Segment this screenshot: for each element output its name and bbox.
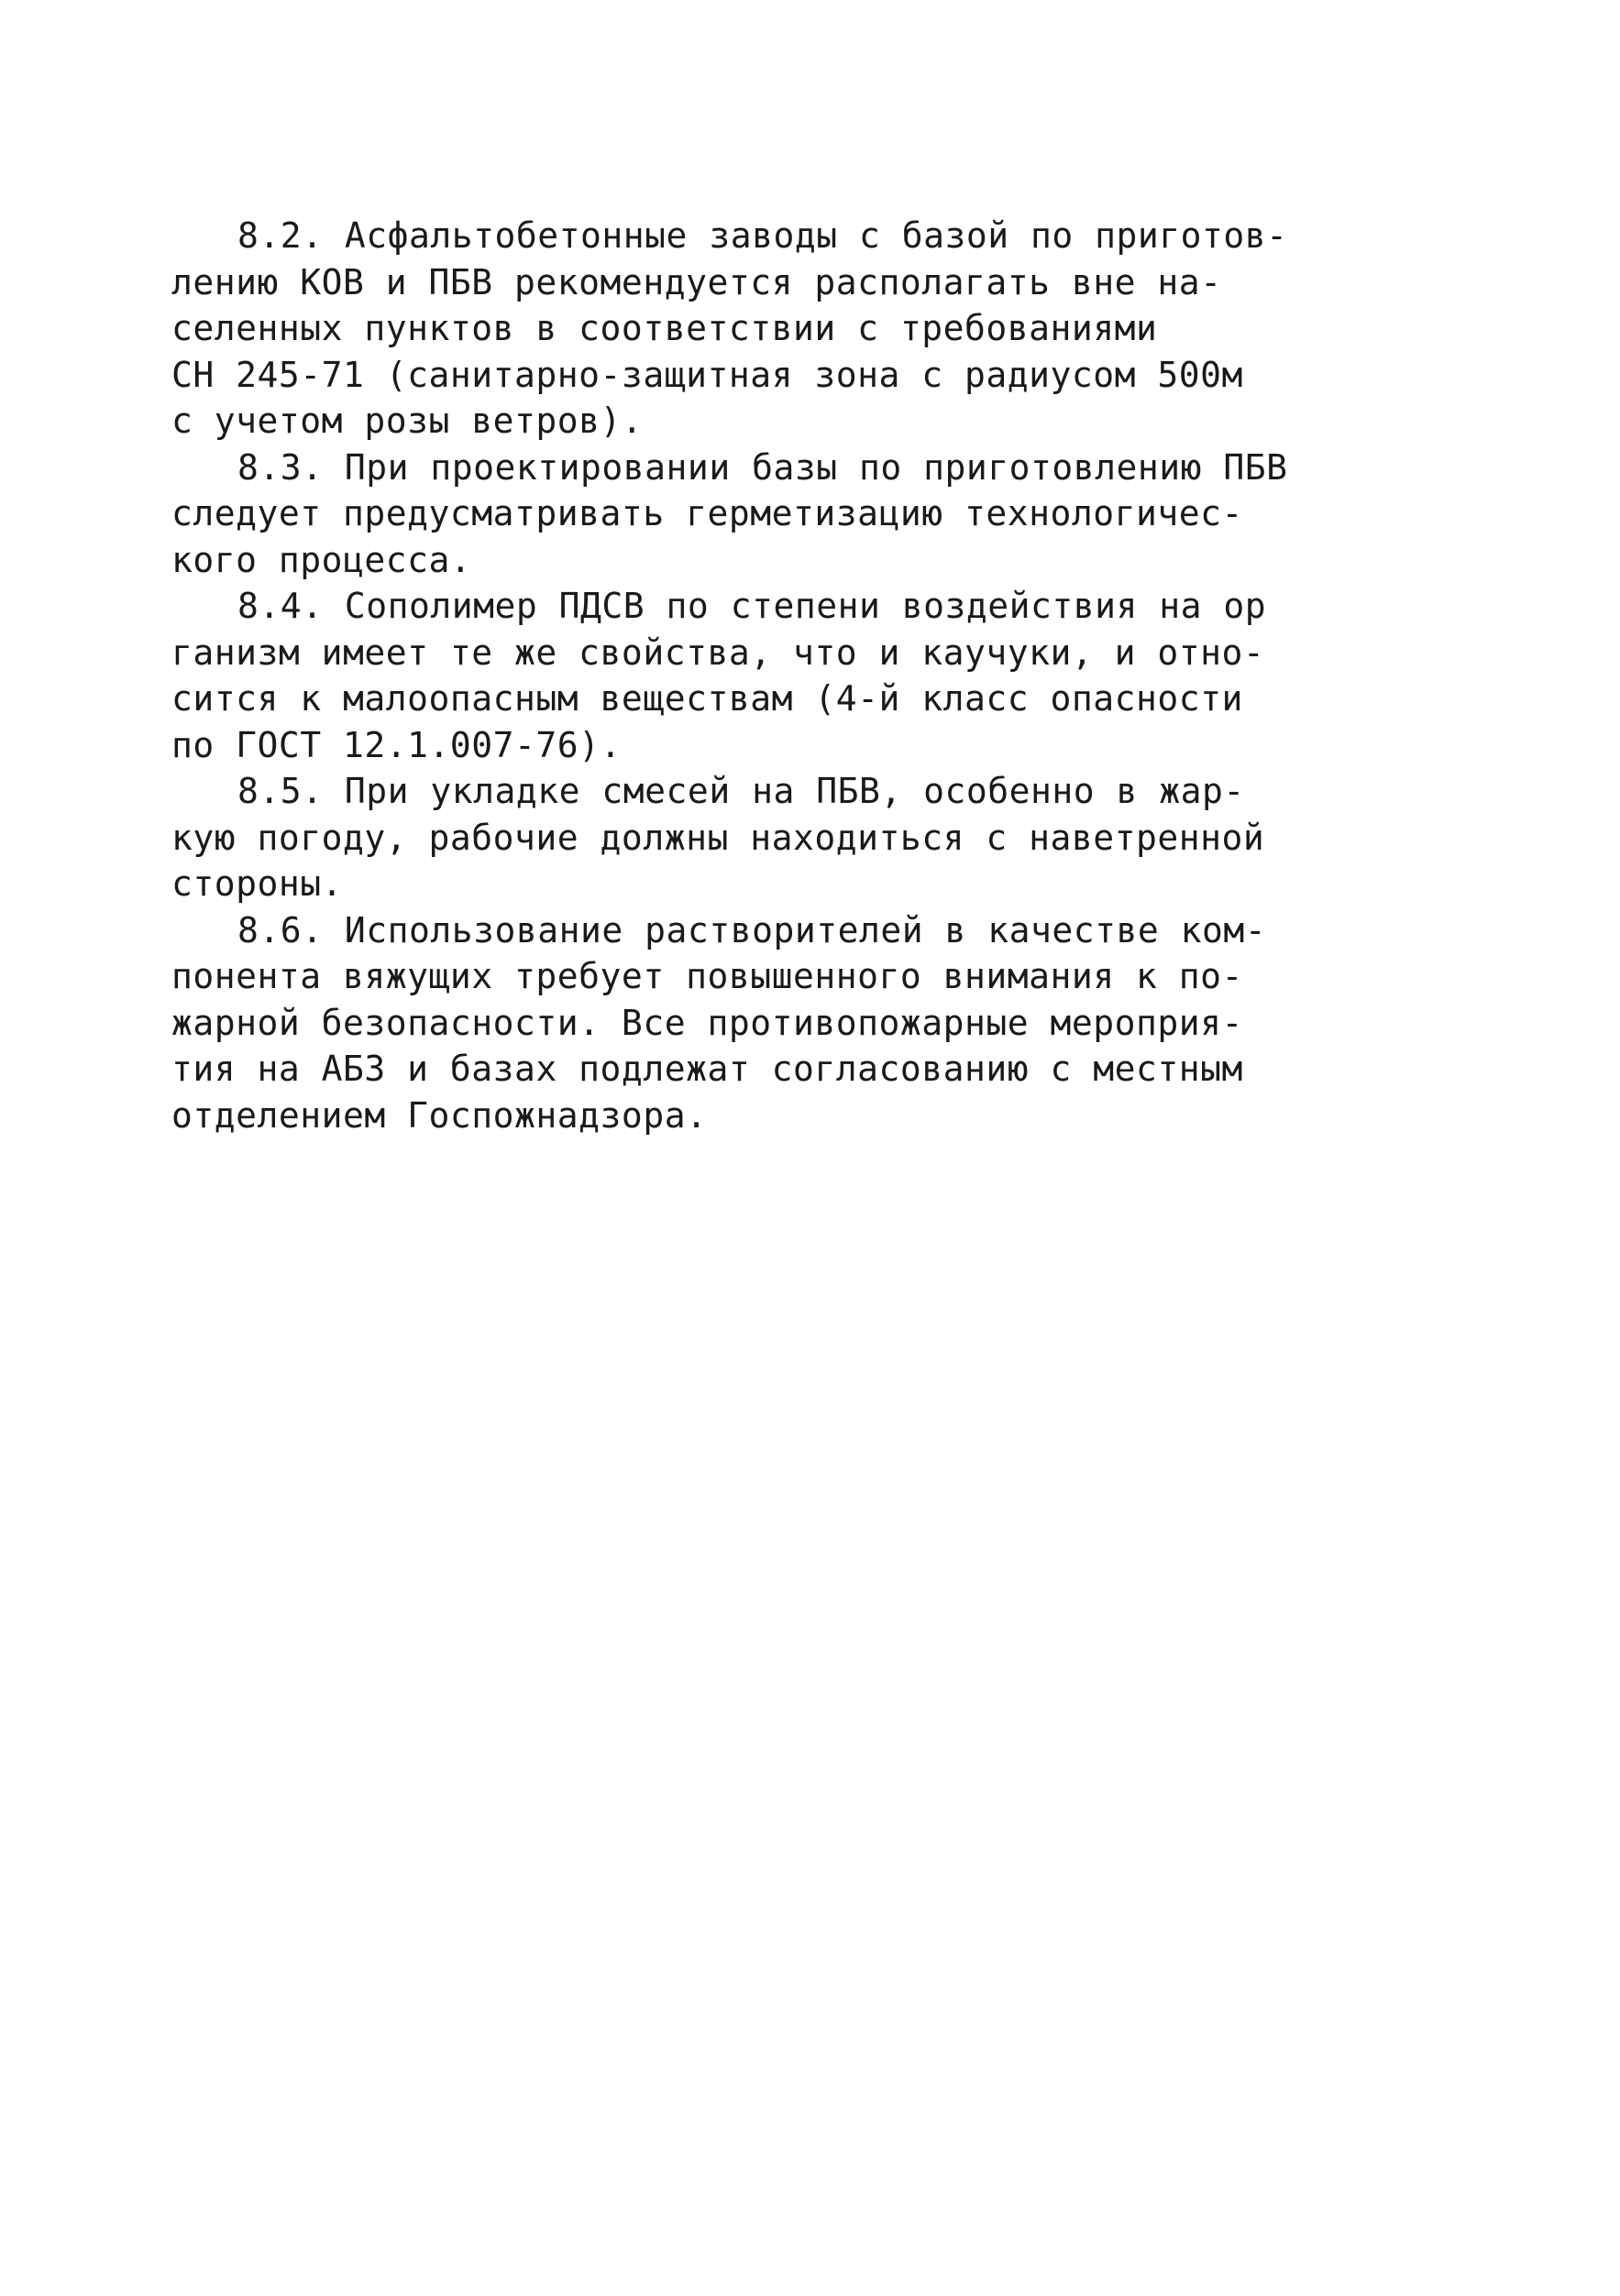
text-line: ганизм имеет те же свойства, что и каучуки, и отно- (171, 632, 1265, 673)
text-line: отделением Госпожнадзора. (171, 1094, 708, 1136)
text-line: тия на АБЗ и базах подлежат согласованию с местным (171, 1049, 1243, 1089)
text-block (171, 213, 1363, 1138)
paragraph-8-6 (171, 907, 1363, 1139)
text-line: 8.5. При укладке смесей на ПБВ, особенно в жар- (237, 771, 1245, 811)
text-line: 8.3. При проектировании базы по приготовлению ПБВ (237, 446, 1288, 488)
text-line: с учетом розы ветров). (171, 401, 644, 441)
text-line: селенных пунктов в соответствии с требованиями (171, 308, 1158, 348)
text-line: следует предусматривать герметизацию технологичес- (171, 493, 1243, 533)
paragraph-8-2 (171, 213, 1363, 445)
text-line: по ГОСТ 12.1.007-76). (171, 724, 622, 765)
text-line: стороны. (171, 863, 344, 904)
paragraph-8-4 (171, 583, 1363, 768)
text-line: лению КОВ и ПБВ рекомендуется располагать вне на- (171, 261, 1222, 302)
text-line: 8.2. Асфальтобетонные заводы с базой по приготов- (237, 215, 1288, 256)
text-line: понента вяжущих требует повышенного внимания к по- (171, 956, 1243, 996)
text-line: СН 245-71 (санитарно-защитная зона с радиусом 500м (171, 354, 1243, 395)
text-line: 8.6. Использование растворителей в качестве ком- (237, 909, 1267, 950)
text-line: жарной безопасности. Все противопожарные мероприя- (171, 1002, 1243, 1043)
paragraph-8-5 (171, 768, 1363, 907)
text-line: кого процесса. (171, 539, 472, 580)
text-line: сится к малоопасным веществам (4-й класс опасности (171, 678, 1243, 719)
paragraph-8-3 (171, 445, 1363, 584)
text-line: кую погоду, рабочие должны находиться с наветренной (171, 817, 1265, 858)
text-line: 8.4. Сополимер ПДСВ по степени воздействия на ор (237, 586, 1267, 626)
